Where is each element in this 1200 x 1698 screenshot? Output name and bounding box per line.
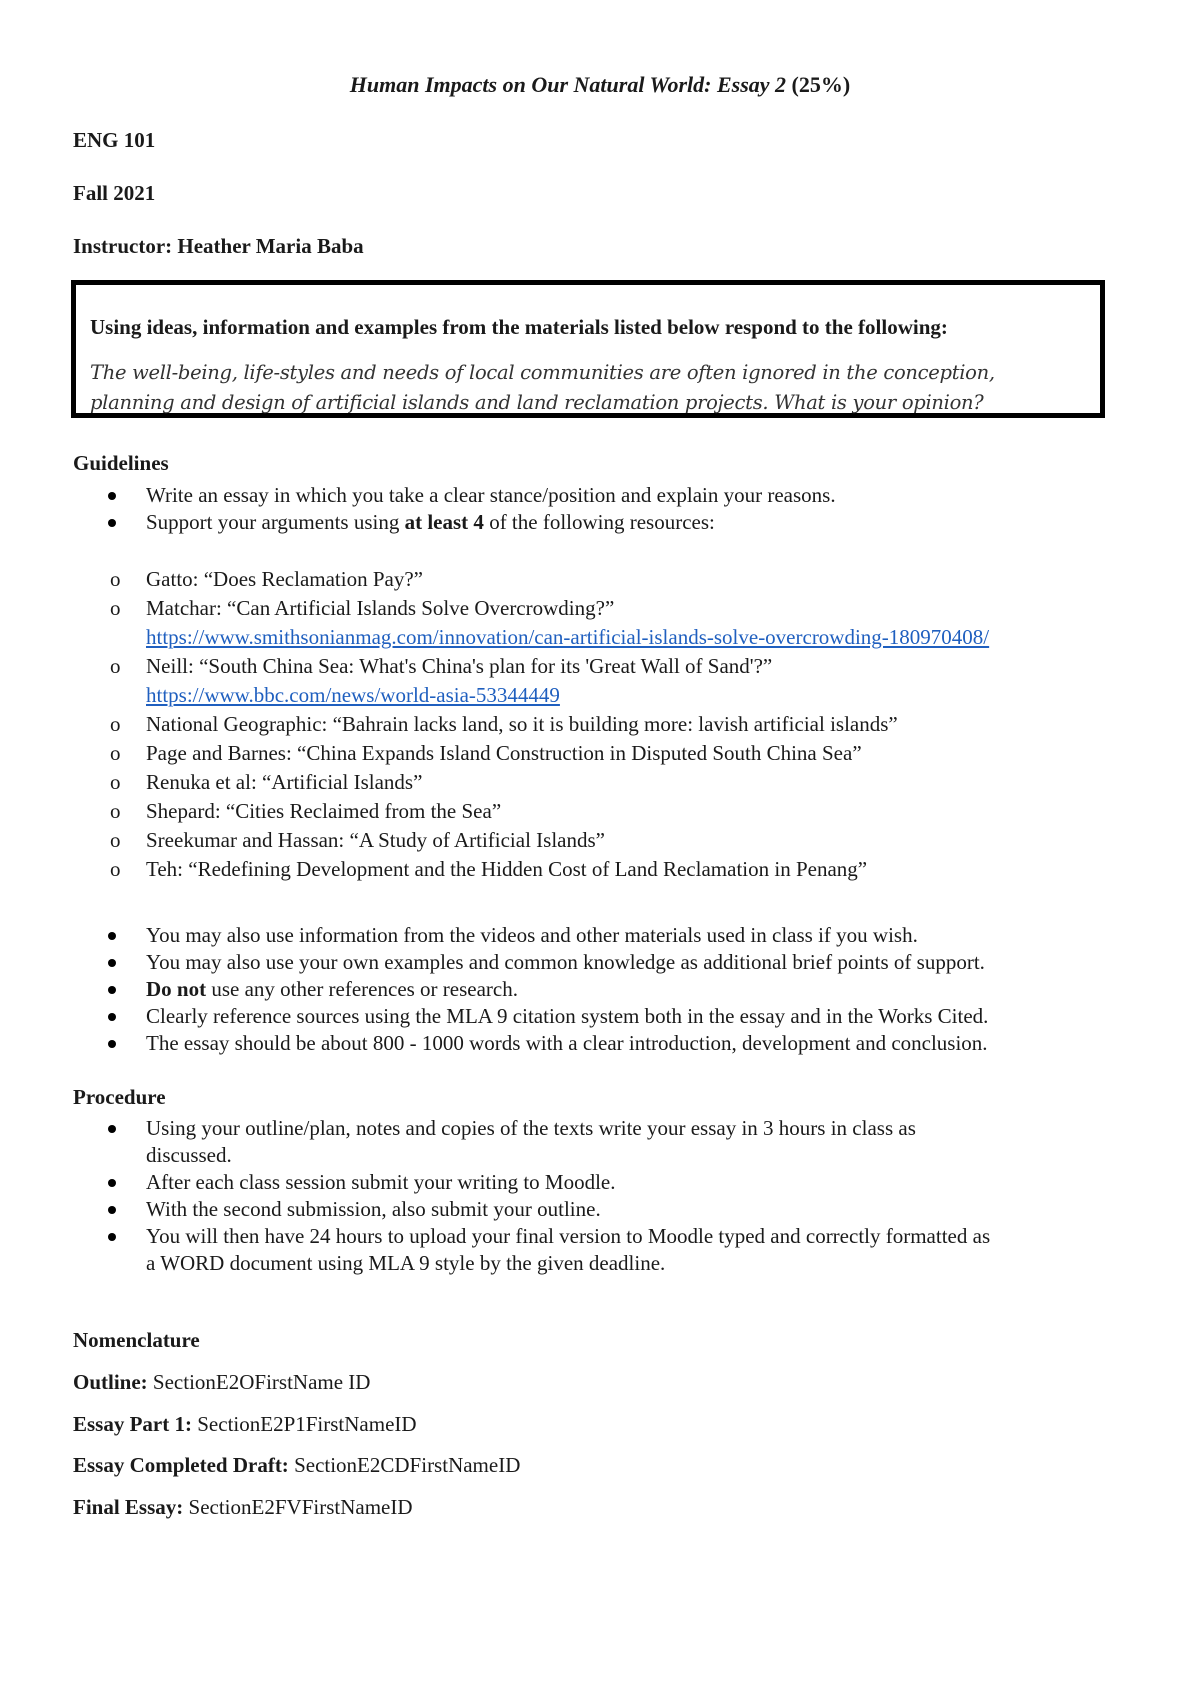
guidelines-heading: Guidelines — [73, 451, 169, 475]
resource-item: o Teh: “Redefining Development and the Hidden Cost of Land Reclamation in Penang” — [110, 857, 868, 881]
prompt-line-2: planning and design of artificial islands and land reclamation projects. What is your opinion? — [90, 391, 984, 414]
list-item: With the second submission, also submit your outline. — [0, 1196, 1130, 1223]
list-item: Support your arguments using at least 4 of the following resources: — [0, 509, 1130, 536]
resource-item: o Shepard: “Cities Reclaimed from the Sea” — [110, 799, 502, 823]
resource-link[interactable]: https://www.smithsonianmag.com/innovation/can-artificial-islands-solve-overcrowding-180970408/ — [146, 625, 990, 649]
nomenclature-row: Outline: SectionE2OFirstName ID — [73, 1370, 371, 1394]
resource-item: o Gatto: “Does Reclamation Pay?” — [110, 567, 423, 591]
list-item: The essay should be about 800 - 1000 words with a clear introduction, development and conclusion. — [0, 1030, 1130, 1057]
term: Fall 2021 — [73, 181, 156, 205]
nomenclature-row: Essay Completed Draft: SectionE2CDFirstNameID — [73, 1453, 521, 1477]
resource-item: o Sreekumar and Hassan: “A Study of Artificial Islands” — [110, 828, 605, 852]
guidelines-list — [0, 482, 1130, 536]
bullet-icon — [108, 1233, 116, 1241]
nomenclature-row: Final Essay: SectionE2FVFirstNameID — [73, 1495, 413, 1519]
list-item: Do not use any other references or research. — [0, 976, 1130, 1003]
bullet-icon — [108, 1013, 116, 1021]
bullet-icon — [108, 519, 116, 527]
bullet-icon — [108, 959, 116, 967]
document-title — [0, 72, 1200, 98]
bullet-icon — [108, 1206, 116, 1214]
list-item: Write an essay in which you take a clear stance/position and explain your reasons. — [0, 482, 1130, 509]
bullet-icon — [108, 986, 116, 994]
nomenclature-row: Essay Part 1: SectionE2P1FirstNameID — [73, 1412, 417, 1436]
nomenclature-heading: Nomenclature — [73, 1328, 200, 1352]
list-item: You may also use your own examples and common knowledge as additional brief points of support. — [0, 949, 1130, 976]
list-item: You may also use information from the videos and other materials used in class if you wish. — [0, 922, 1130, 949]
course-code: ENG 101 — [73, 128, 156, 152]
procedure-list — [0, 1115, 1130, 1277]
prompt-line-1: The well-being, life-styles and needs of local communities are often ignored in the conception, — [90, 361, 995, 384]
bullet-icon — [108, 492, 116, 500]
resource-list — [0, 565, 1150, 884]
list-item: Using your outline/plan, notes and copies of the texts write your essay in 3 hours in class as discussed. — [0, 1115, 1130, 1169]
additional-guidelines-list — [0, 922, 1130, 1057]
title-weight: (25%) — [791, 72, 851, 97]
list-item: After each class session submit your writing to Moodle. — [0, 1169, 1130, 1196]
resource-item: o Renuka et al: “Artificial Islands” — [110, 770, 423, 794]
list-item: Clearly reference sources using the MLA 9 citation system both in the essay and in the Works Cited. — [0, 1003, 1130, 1030]
bullet-icon — [108, 932, 116, 940]
essay-prompt-box — [71, 280, 1105, 418]
resource-item: o National Geographic: “Bahrain lacks land, so it is building more: lavish artificial islands” — [110, 712, 898, 736]
list-item: You will then have 24 hours to upload your final version to Moodle typed and correctly formatted as a WORD document using MLA 9 style by the given deadline. — [0, 1223, 1130, 1277]
bullet-icon — [108, 1040, 116, 1048]
procedure-heading: Procedure — [73, 1085, 166, 1109]
prompt-text — [90, 358, 1088, 418]
resource-item: o Page and Barnes: “China Expands Island Construction in Disputed South China Sea” — [110, 741, 862, 765]
instructor: Instructor: Heather Maria Baba — [73, 234, 364, 258]
bullet-icon — [108, 1125, 116, 1133]
bullet-icon — [108, 1179, 116, 1187]
resource-item: o Matchar: “Can Artificial Islands Solve Overcrowding?” https://www.smithsonianmag.com/innovation/can-artificial-islands-solve-overcrowding-180970408/ — [110, 596, 990, 649]
resource-link[interactable]: https://www.bbc.com/news/world-asia-53344449 — [146, 683, 560, 707]
prompt-question: Using ideas, information and examples from the materials listed below respond to the following: — [90, 315, 948, 339]
title-text: Human Impacts on Our Natural World: Essay 2 — [349, 72, 787, 97]
resource-item: o Neill: “South China Sea: What's China's plan for its 'Great Wall of Sand'?” https://www.bbc.com/news/world-asia-53344449 — [110, 654, 773, 707]
